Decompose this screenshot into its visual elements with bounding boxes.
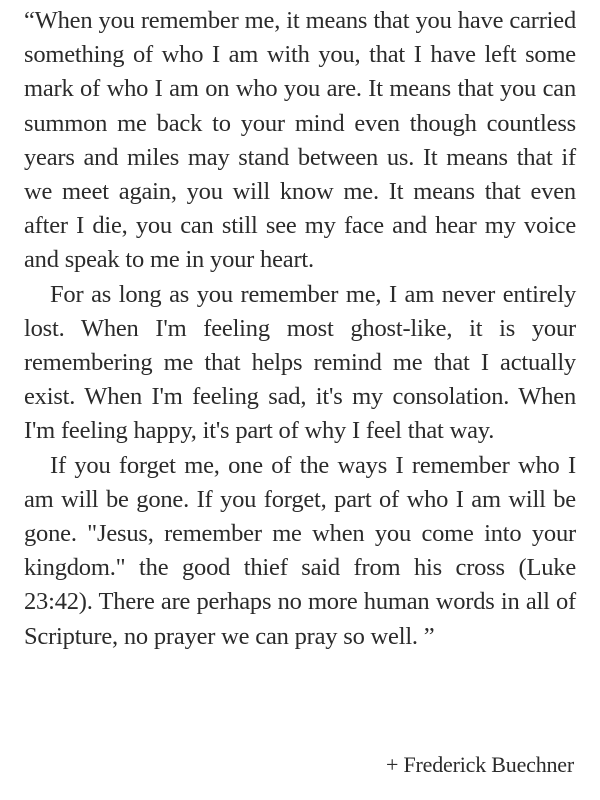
quote-attribution: + Frederick Buechner	[386, 752, 574, 777]
quote-paragraph-3: If you forget me, one of the ways I remember who I am will be gone. If you forget, part of who I am will be gone. "Jesus, remember me when you come into your kingdom." the good thief said from his cross (Luke 23:42). There are perhaps no more human words in all of Scripture, no prayer we can pray so well. ”	[24, 451, 576, 650]
quote-paragraph-2: For as long as you remember me, I am never entirely lost. When I'm feeling most ghost-like, it is your remembering me that helps remind me that I actually exist. When I'm feeling sad, it's my consolation. When I'm feeling happy, it's part of why I feel that way.	[24, 280, 576, 445]
quote-paragraph-1: “When you remember me, it means that you have carried something of who I am with you, that I have left some mark of who I am on who you are. It means that you can summon me back to your mind even though countless years and miles may stand between us. It means that if we meet again, you will know me. It means that even after I die, you can still see my face and hear my voice and speak to me in your heart.	[24, 7, 576, 274]
quote-body	[24, 4, 576, 654]
